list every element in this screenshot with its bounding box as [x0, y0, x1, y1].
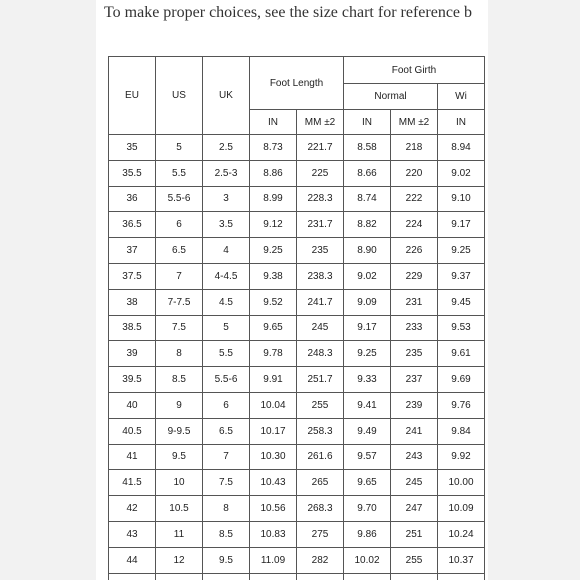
size-chart-page [96, 0, 488, 580]
table-cell: 9.25 [344, 341, 391, 367]
table-cell: 9.70 [344, 496, 391, 522]
table-cell: 10.17 [250, 418, 297, 444]
header-length-in: IN [250, 110, 297, 135]
header-wide: Wi [438, 84, 485, 110]
table-row [109, 496, 485, 522]
table-row [109, 186, 485, 212]
table-cell: 10.37 [438, 547, 485, 573]
table-cell: 9.61 [438, 341, 485, 367]
table-cell: 2.5-3 [203, 160, 250, 186]
table-cell: 9.17 [438, 212, 485, 238]
table-cell: 10.04 [250, 392, 297, 418]
table-cell: 10.5 [156, 496, 203, 522]
table-cell: 231.7 [297, 212, 344, 238]
header-eu: EU [109, 57, 156, 135]
table-cell: 235 [391, 341, 438, 367]
header-length-mm: MM ±2 [297, 110, 344, 135]
table-row [109, 341, 485, 367]
table-cell: 8.99 [250, 186, 297, 212]
table-cell: 9.17 [344, 315, 391, 341]
table-row [109, 263, 485, 289]
table-cell: 282 [297, 547, 344, 573]
table-cell: 9.41 [344, 392, 391, 418]
table-cell: 5.5 [156, 160, 203, 186]
table-cell: 8.73 [250, 135, 297, 161]
table-cell: 8.58 [344, 135, 391, 161]
header-wide-in: IN [438, 110, 485, 135]
table-row [109, 521, 485, 547]
table-cell: 35.5 [109, 160, 156, 186]
table-cell: 10.02 [344, 547, 391, 573]
table-row [109, 212, 485, 238]
table-cell: 8.82 [344, 212, 391, 238]
table-cell: 10.43 [250, 470, 297, 496]
table-cell: 6.5 [156, 238, 203, 264]
table-cell: 10 [156, 470, 203, 496]
table-cell [203, 573, 250, 580]
table-row [109, 418, 485, 444]
table-cell: 36 [109, 186, 156, 212]
table-cell: 10.00 [438, 470, 485, 496]
table-cell: 5.5-6 [156, 186, 203, 212]
table-cell: 37 [109, 238, 156, 264]
table-cell: 10.56 [250, 496, 297, 522]
table-cell: 251.7 [297, 367, 344, 393]
table-row [109, 160, 485, 186]
table-cell: 255 [297, 392, 344, 418]
table-cell: 4-4.5 [203, 263, 250, 289]
table-row [109, 392, 485, 418]
table-cell: 9.38 [250, 263, 297, 289]
table-cell: 9.78 [250, 341, 297, 367]
table-cell: 265 [297, 470, 344, 496]
table-cell: 5.5 [203, 341, 250, 367]
header-uk: UK [203, 57, 250, 135]
table-cell: 9.45 [438, 289, 485, 315]
table-cell: 40.5 [109, 418, 156, 444]
table-cell: 231 [391, 289, 438, 315]
size-chart-caption: To make proper choices, see the size chart for reference b [104, 4, 473, 21]
table-cell: 42 [109, 496, 156, 522]
table-cell: 239 [391, 392, 438, 418]
table-cell: 10.30 [250, 444, 297, 470]
table-cell: 9.02 [344, 263, 391, 289]
table-cell: 8.74 [344, 186, 391, 212]
table-cell: 7 [203, 444, 250, 470]
table-cell [109, 573, 156, 580]
table-cell: 9.09 [344, 289, 391, 315]
size-rows [109, 135, 485, 580]
table-cell: 44 [109, 547, 156, 573]
table-cell: 4.5 [203, 289, 250, 315]
table-cell: 243 [391, 444, 438, 470]
table-cell: 233 [391, 315, 438, 341]
table-cell: 9.02 [438, 160, 485, 186]
table-cell: 9.92 [438, 444, 485, 470]
table-cell: 220 [391, 160, 438, 186]
header-normal: Normal [344, 84, 438, 110]
table-cell: 251 [391, 521, 438, 547]
table-cell: 228.3 [297, 186, 344, 212]
table-cell: 226 [391, 238, 438, 264]
table-cell: 4 [203, 238, 250, 264]
table-cell: 9.91 [250, 367, 297, 393]
table-cell: 261.6 [297, 444, 344, 470]
table-cell: 268.3 [297, 496, 344, 522]
table-cell: 247 [391, 496, 438, 522]
table-cell: 7.5 [203, 470, 250, 496]
table-cell: 10.09 [438, 496, 485, 522]
table-cell: 9.52 [250, 289, 297, 315]
table-row [109, 289, 485, 315]
table-cell: 9.57 [344, 444, 391, 470]
table-cell: 8.90 [344, 238, 391, 264]
table-cell: 9.49 [344, 418, 391, 444]
table-row [109, 135, 485, 161]
table-cell: 7 [156, 263, 203, 289]
header-foot-length: Foot Length [250, 57, 344, 110]
table-cell: 9 [156, 392, 203, 418]
table-cell: 40 [109, 392, 156, 418]
table-cell: 9.65 [344, 470, 391, 496]
table-cell: 9.37 [438, 263, 485, 289]
table-cell: 8.5 [156, 367, 203, 393]
table-cell: 245 [391, 470, 438, 496]
table-cell: 255 [391, 547, 438, 573]
header-normal-mm: MM ±2 [391, 110, 438, 135]
table-cell: 248.3 [297, 341, 344, 367]
table-cell: 10.83 [250, 521, 297, 547]
table-cell [438, 573, 485, 580]
table-cell: 5 [156, 135, 203, 161]
table-row [109, 315, 485, 341]
table-cell: 229 [391, 263, 438, 289]
table-cell: 38.5 [109, 315, 156, 341]
table-cell: 222 [391, 186, 438, 212]
table-cell: 2.5 [203, 135, 250, 161]
size-chart-table [108, 56, 485, 580]
table-cell: 9.69 [438, 367, 485, 393]
table-row [109, 367, 485, 393]
table-cell: 235 [297, 238, 344, 264]
table-cell: 9.86 [344, 521, 391, 547]
table-cell: 237 [391, 367, 438, 393]
table-cell: 6 [203, 392, 250, 418]
table-row [109, 238, 485, 264]
table-cell: 9-9.5 [156, 418, 203, 444]
table-cell: 9.33 [344, 367, 391, 393]
table-cell: 11 [156, 521, 203, 547]
table-cell [156, 573, 203, 580]
table-cell: 8 [203, 496, 250, 522]
table-cell: 275 [297, 521, 344, 547]
table-cell [297, 573, 344, 580]
table-cell: 8.5 [203, 521, 250, 547]
table-cell: 238.3 [297, 263, 344, 289]
table-cell: 3.5 [203, 212, 250, 238]
table-cell: 8.94 [438, 135, 485, 161]
table-cell: 10.24 [438, 521, 485, 547]
table-cell: 8 [156, 341, 203, 367]
table-cell: 221.7 [297, 135, 344, 161]
table-cell: 9.84 [438, 418, 485, 444]
table-cell: 9.53 [438, 315, 485, 341]
table-cell: 5.5-6 [203, 367, 250, 393]
table-cell: 258.3 [297, 418, 344, 444]
table-row [109, 444, 485, 470]
table-cell: 7-7.5 [156, 289, 203, 315]
table-cell: 9.76 [438, 392, 485, 418]
table-cell: 225 [297, 160, 344, 186]
table-row [109, 470, 485, 496]
table-cell [250, 573, 297, 580]
header-foot-girth: Foot Girth [344, 57, 485, 84]
table-cell: 36.5 [109, 212, 156, 238]
table-cell: 224 [391, 212, 438, 238]
table-cell: 241.7 [297, 289, 344, 315]
table-cell: 241 [391, 418, 438, 444]
table-row [109, 547, 485, 573]
table-cell: 35 [109, 135, 156, 161]
table-cell: 9.5 [156, 444, 203, 470]
table-cell: 3 [203, 186, 250, 212]
table-cell: 38 [109, 289, 156, 315]
table-cell: 41.5 [109, 470, 156, 496]
table-cell: 9.10 [438, 186, 485, 212]
table-cell: 39 [109, 341, 156, 367]
table-cell: 9.25 [438, 238, 485, 264]
table-cell: 7.5 [156, 315, 203, 341]
header-us: US [156, 57, 203, 135]
table-cell: 5 [203, 315, 250, 341]
table-cell: 37.5 [109, 263, 156, 289]
table-row [109, 573, 485, 580]
header-normal-in: IN [344, 110, 391, 135]
table-cell [344, 573, 391, 580]
table-cell: 9.65 [250, 315, 297, 341]
table-cell: 8.66 [344, 160, 391, 186]
table-cell: 8.86 [250, 160, 297, 186]
table-cell: 12 [156, 547, 203, 573]
table-cell: 11.09 [250, 547, 297, 573]
table-cell: 9.12 [250, 212, 297, 238]
table-cell: 245 [297, 315, 344, 341]
table-cell: 9.5 [203, 547, 250, 573]
table-cell: 41 [109, 444, 156, 470]
table-cell [391, 573, 438, 580]
table-cell: 6 [156, 212, 203, 238]
table-cell: 9.25 [250, 238, 297, 264]
table-cell: 218 [391, 135, 438, 161]
table-cell: 43 [109, 521, 156, 547]
table-cell: 39.5 [109, 367, 156, 393]
table-cell: 6.5 [203, 418, 250, 444]
